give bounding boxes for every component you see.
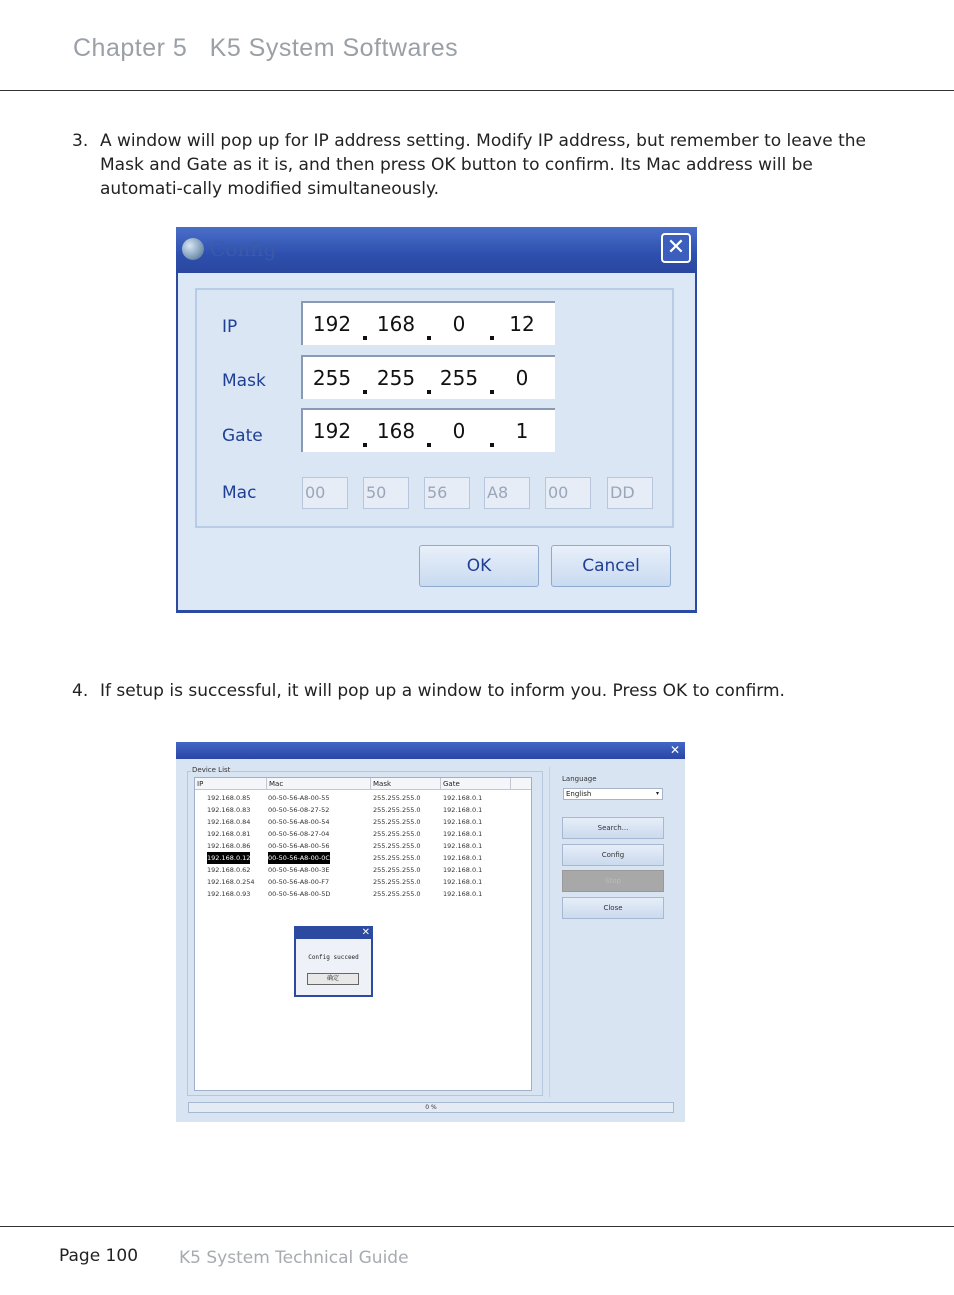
table-cell: 192.168.0.83	[207, 806, 251, 814]
table-cell: 192.168.0.1	[443, 854, 483, 862]
table-cell: 00-50-56-A8-00-56	[268, 842, 330, 850]
mac-label: Mac	[222, 483, 257, 503]
header-divider	[0, 90, 954, 91]
chapter-number: Chapter 5	[73, 34, 188, 62]
octet-dot	[490, 443, 494, 447]
config-success-popup	[294, 926, 373, 997]
table-cell: 255.255.255.0	[373, 878, 421, 886]
language-label: Language	[562, 775, 597, 783]
table-cell: 192.168.0.1	[443, 818, 483, 826]
footer-divider	[0, 1226, 954, 1227]
table-cell: 192.168.0.1	[443, 830, 483, 838]
column-header-mac[interactable]: Mac	[267, 778, 371, 790]
table-cell: 00-50-56-A8-00-5D	[268, 890, 331, 898]
table-cell: 192.168.0.81	[207, 830, 251, 838]
ip-label: IP	[222, 317, 238, 337]
gate-octet-3: 0	[452, 419, 466, 443]
language-value: English	[566, 790, 592, 798]
panel-divider	[549, 767, 550, 1097]
popup-body	[296, 939, 371, 995]
table-cell: 255.255.255.0	[373, 794, 421, 802]
ip-octet-4: 12	[509, 312, 535, 336]
octet-dot	[427, 443, 431, 447]
step-number: 3.	[72, 131, 89, 151]
table-cell: 00-50-56-A8-00-0C	[268, 854, 330, 862]
table-cell: 00-50-56-A8-00-55	[268, 794, 330, 802]
config-body	[178, 273, 695, 610]
table-cell: 192.168.0.1	[443, 794, 483, 802]
page-number: Page 100	[59, 1246, 139, 1266]
table-cell: 192.168.0.62	[207, 866, 251, 874]
cancel-button[interactable]: Cancel	[551, 545, 671, 587]
ip-octet-3: 0	[452, 312, 466, 336]
device-window-titlebar	[176, 742, 685, 759]
gate-octet-2: 168	[376, 419, 416, 443]
gate-input[interactable]	[301, 408, 555, 452]
table-cell: 192.168.0.1	[443, 866, 483, 874]
mask-octet-4: 0	[515, 366, 529, 390]
config-title: Config	[210, 237, 277, 261]
mac-field-4: A8	[484, 477, 530, 509]
ok-button[interactable]: OK	[419, 545, 539, 587]
ip-octet-1: 192	[312, 312, 352, 336]
step-3	[72, 129, 882, 201]
table-cell: 192.168.0.93	[207, 890, 251, 898]
octet-dot	[363, 390, 367, 394]
popup-message: Config succeed	[308, 954, 359, 961]
config-panel	[195, 288, 674, 528]
octet-dot	[427, 336, 431, 340]
table-cell: 00-50-56-A8-00-54	[268, 818, 330, 826]
ip-octet-2: 168	[376, 312, 416, 336]
config-button[interactable]: Config	[562, 844, 664, 866]
close-button[interactable]: Close	[562, 897, 664, 919]
octet-dot	[490, 336, 494, 340]
gate-octet-4: 1	[515, 419, 529, 443]
search-button[interactable]: Search...	[562, 817, 664, 839]
table-cell: 00-50-56-A8-00-3E	[268, 866, 330, 874]
config-dialog	[176, 227, 697, 613]
mac-field-5: 00	[545, 477, 591, 509]
table-cell: 192.168.0.254	[207, 878, 255, 886]
mask-label: Mask	[222, 371, 266, 391]
table-cell: 192.168.0.86	[207, 842, 251, 850]
table-cell: 192.168.0.85	[207, 794, 251, 802]
ip-input[interactable]	[301, 301, 555, 345]
guide-title: K5 System Technical Guide	[179, 1248, 409, 1268]
table-cell: 255.255.255.0	[373, 830, 421, 838]
close-icon[interactable]: ✕	[661, 233, 691, 263]
table-cell: 192.168.0.12	[207, 854, 251, 862]
language-select[interactable]	[563, 788, 663, 800]
column-header-blank	[511, 778, 532, 790]
step-text: A window will pop up for IP address setting. Modify IP address, but remember to leave the Mask and Gate as it is, and then press OK button to confirm. Its Mac address will be automati-cally modified simultaneously.	[100, 131, 866, 199]
device-list-label: Device List	[192, 766, 231, 774]
step-number: 4.	[72, 681, 89, 701]
progress-bar: 0 %	[188, 1102, 674, 1113]
table-cell: 255.255.255.0	[373, 806, 421, 814]
stop-button[interactable]: Stop	[562, 870, 664, 892]
popup-ok-button[interactable]: 确定	[307, 973, 359, 985]
octet-dot	[363, 443, 367, 447]
column-header-ip[interactable]: IP	[195, 778, 267, 790]
config-titlebar	[176, 227, 697, 273]
globe-icon	[182, 238, 204, 260]
close-icon[interactable]: ✕	[361, 927, 370, 938]
table-cell: 255.255.255.0	[373, 842, 421, 850]
gate-label: Gate	[222, 426, 263, 446]
table-cell: 192.168.0.1	[443, 806, 483, 814]
octet-dot	[363, 336, 367, 340]
chevron-down-icon: ▾	[655, 790, 659, 797]
table-cell: 255.255.255.0	[373, 890, 421, 898]
gate-octet-1: 192	[312, 419, 352, 443]
chapter-title: K5 System Softwares	[209, 34, 459, 62]
table-cell: 192.168.0.1	[443, 890, 483, 898]
table-cell: 255.255.255.0	[373, 818, 421, 826]
column-header-gate[interactable]: Gate	[441, 778, 511, 790]
octet-dot	[490, 390, 494, 394]
close-icon[interactable]: ✕	[669, 743, 680, 757]
column-header-mask[interactable]: Mask	[371, 778, 441, 790]
step-4	[72, 679, 882, 703]
mask-octet-3: 255	[439, 366, 479, 390]
octet-dot	[427, 390, 431, 394]
table-cell: 192.168.0.1	[443, 842, 483, 850]
table-cell: 255.255.255.0	[373, 854, 421, 862]
table-cell: 255.255.255.0	[373, 866, 421, 874]
chapter-header	[73, 34, 458, 63]
device-window	[176, 742, 685, 1122]
table-cell: 192.168.0.84	[207, 818, 251, 826]
mac-field-2: 50	[363, 477, 409, 509]
table-cell: 00-50-56-A8-00-F7	[268, 878, 330, 886]
step-text: If setup is successful, it will pop up a window to inform you. Press OK to confirm.	[100, 681, 785, 701]
table-cell: 00-50-56-08-27-52	[268, 806, 330, 814]
table-cell: 00-50-56-08-27-04	[268, 830, 330, 838]
table-cell: 192.168.0.1	[443, 878, 483, 886]
mask-octet-2: 255	[376, 366, 416, 390]
mac-field-3: 56	[424, 477, 470, 509]
mask-input[interactable]	[301, 355, 555, 399]
mac-field-1: 00	[302, 477, 348, 509]
mask-octet-1: 255	[312, 366, 352, 390]
mac-field-6: DD	[607, 477, 653, 509]
